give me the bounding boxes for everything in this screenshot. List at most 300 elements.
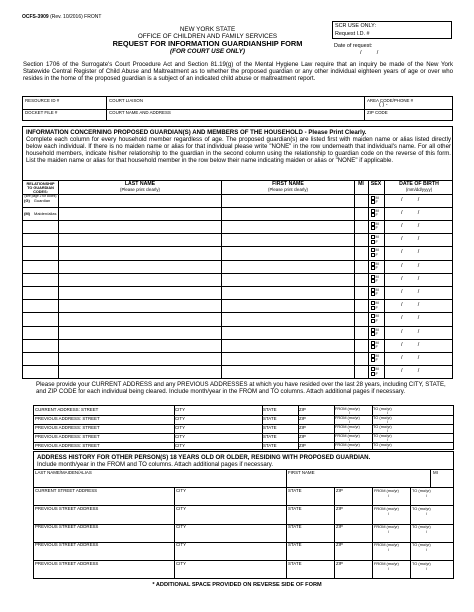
date-of-request-slashes[interactable]: / / — [360, 50, 379, 56]
relationship-code: (M) — [24, 210, 30, 216]
sex-f-label: F — [375, 332, 378, 336]
last-name-cell[interactable] — [59, 299, 221, 312]
other-from-slash: / — [388, 547, 390, 553]
from-slash: / — [349, 436, 351, 442]
sex-f-checkbox[interactable] — [371, 358, 379, 362]
other-to-label: TO (mo/yr) — [412, 560, 431, 566]
docket-file-field[interactable]: DOCKET FILE # — [25, 109, 58, 115]
from-slash: / — [349, 427, 351, 433]
zip-field[interactable]: ZIP — [299, 433, 306, 439]
checkbox-icon — [371, 314, 375, 318]
from-date-field[interactable] — [334, 415, 372, 424]
last-name-header — [59, 181, 221, 193]
mi-cell[interactable] — [354, 220, 368, 233]
mi-cell[interactable] — [354, 339, 368, 352]
other-to-slash: / — [426, 565, 428, 571]
to-slash: / — [387, 409, 389, 415]
other-to-slash: / — [426, 510, 428, 516]
mi-cell[interactable] — [354, 299, 368, 312]
state-field[interactable]: STATE — [263, 415, 277, 421]
form-code-number: OCFS-3909 — [22, 14, 49, 20]
other-from-date-field[interactable] — [373, 505, 409, 516]
sex-f-label: F — [375, 266, 378, 270]
checkbox-icon — [371, 319, 375, 323]
checkbox-icon — [371, 332, 375, 336]
last-name-cell[interactable] — [59, 233, 221, 246]
request-id-label: Request I.D. # — [335, 31, 370, 37]
relationship-code-cell[interactable] — [23, 237, 58, 243]
first-name-header — [222, 181, 354, 193]
mi-cell[interactable] — [354, 207, 368, 220]
first-name-cell[interactable] — [222, 194, 354, 207]
mi-cell[interactable] — [354, 312, 368, 325]
other-mi-field[interactable]: MI — [433, 469, 438, 475]
first-name-cell[interactable] — [222, 246, 354, 259]
other-city-field[interactable]: CITY — [176, 487, 187, 493]
other-state-field[interactable]: STATE — [288, 542, 302, 548]
relationship-code-cell[interactable] — [23, 316, 58, 322]
from-date-field[interactable] — [334, 406, 372, 415]
mi-cell[interactable] — [354, 286, 368, 299]
other-state-field[interactable]: STATE — [288, 524, 302, 530]
mi-cell[interactable] — [354, 194, 368, 207]
relationship-label: Maiden/alias — [34, 210, 57, 216]
other-from-label: FROM (mo/yr) — [374, 542, 399, 548]
dob-cell[interactable]: / / — [401, 275, 420, 282]
mi-cell[interactable] — [354, 260, 368, 273]
sex-cell — [371, 222, 379, 231]
street-address-field[interactable]: PREVIOUS ADDRESS: STREET — [35, 433, 100, 439]
zip-field[interactable]: ZIP — [299, 406, 306, 412]
other-zip-field[interactable]: ZIP — [336, 560, 343, 566]
city-field[interactable]: CITY — [175, 406, 186, 412]
to-label: TO (mo/yr) — [373, 415, 392, 420]
last-name-cell[interactable] — [59, 194, 221, 207]
checkbox-icon — [371, 235, 375, 239]
relationship-label: Guardian — [33, 197, 51, 203]
other-city-field[interactable]: CITY — [176, 560, 187, 566]
sex-cell — [371, 328, 379, 337]
street-address-field[interactable]: PREVIOUS ADDRESS: STREET — [35, 424, 100, 430]
other-to-slash: / — [426, 529, 428, 535]
first-name-header-label: FIRST NAME — [272, 181, 304, 187]
mi-cell[interactable] — [354, 233, 368, 246]
household-table — [23, 180, 453, 379]
dob-header — [385, 181, 453, 193]
sex-f-label: F — [375, 279, 378, 284]
other-from-slash: / — [388, 510, 390, 516]
relationship-code-cell[interactable] — [23, 210, 58, 216]
sex-f-label: F — [375, 318, 378, 323]
dob-cell[interactable]: / / — [401, 315, 420, 322]
checkbox-icon — [371, 213, 375, 217]
mi-cell[interactable] — [354, 246, 368, 259]
checkbox-icon — [371, 358, 375, 362]
other-street-address-field[interactable]: PREVIOUS STREET ADDRESS — [35, 542, 99, 548]
sex-m-label: M — [375, 208, 379, 213]
scr-use-only-label: SCR USE ONLY: — [335, 23, 376, 29]
sex-f-label: F — [375, 305, 378, 310]
household-section — [22, 126, 453, 379]
checkbox-icon — [371, 240, 375, 244]
from-slash: / — [349, 445, 351, 451]
city-field[interactable]: CITY — [175, 433, 186, 439]
checkbox-icon — [371, 248, 375, 252]
other-last-name-field[interactable]: LAST NAME/MAIDEN/ALIAS — [35, 469, 92, 475]
checkbox-icon — [371, 275, 375, 279]
other-to-slash: / — [426, 492, 428, 498]
mi-cell[interactable] — [354, 365, 368, 378]
to-slash: / — [387, 427, 389, 433]
checkbox-icon — [371, 279, 375, 283]
dob-cell[interactable]: / / — [401, 209, 420, 216]
from-label: FROM (mo/yr) — [335, 424, 360, 429]
first-name-cell[interactable] — [222, 220, 354, 233]
other-from-slash: / — [388, 529, 390, 535]
checkbox-icon — [371, 222, 375, 226]
other-persons-heading: ADDRESS HISTORY FOR OTHER PERSON(S) 18 YEARS OLD OR OLDER, RESIDING WITH PROPOSED GUARDIAN. — [37, 454, 371, 461]
mi-header: MI — [358, 181, 364, 187]
first-name-cell[interactable] — [222, 339, 354, 352]
sex-f-label: F — [375, 371, 378, 376]
last-name-cell[interactable] — [59, 326, 221, 339]
city-field[interactable]: CITY — [175, 442, 186, 448]
last-name-header-label: LAST NAME — [124, 181, 156, 187]
sex-cell — [371, 354, 379, 363]
relationship-code-cell[interactable] — [23, 356, 58, 362]
other-from-slash: / — [388, 492, 390, 498]
sex-cell — [371, 314, 379, 323]
to-slash: / — [387, 445, 389, 451]
court-liaison-field[interactable]: COURT LIAISON — [109, 97, 143, 103]
sex-f-checkbox[interactable] — [371, 292, 379, 296]
other-street-address-field[interactable]: PREVIOUS STREET ADDRESS — [35, 560, 99, 566]
sex-f-checkbox[interactable] — [371, 332, 379, 336]
from-date-field[interactable] — [334, 433, 372, 442]
last-name-cell[interactable] — [59, 286, 221, 299]
other-to-date-field[interactable] — [411, 487, 453, 498]
other-street-address-field[interactable]: PREVIOUS STREET ADDRESS — [35, 524, 99, 530]
relationship-code-cell[interactable] — [23, 369, 58, 375]
other-from-label: FROM (mo/yr) — [374, 560, 399, 566]
relationship-code-cell[interactable] — [23, 250, 58, 256]
sex-m-label: M — [375, 340, 379, 345]
checkbox-icon — [371, 341, 375, 345]
relationship-code-cell[interactable] — [23, 276, 58, 282]
other-to-slash: / — [426, 547, 428, 553]
checkbox-icon — [371, 226, 375, 230]
mi-cell[interactable] — [354, 326, 368, 339]
first-name-header-sub: (Please print clearly) — [267, 187, 309, 193]
sex-f-label: F — [375, 345, 378, 350]
checkbox-icon — [371, 253, 375, 257]
agency-line-2: OFFICE OF CHILDREN AND FAMILY SERVICES — [137, 33, 278, 40]
other-street-address-field[interactable]: PREVIOUS STREET ADDRESS — [35, 505, 99, 511]
sex-f-checkbox[interactable] — [371, 240, 379, 244]
checkbox-icon — [371, 367, 375, 371]
first-name-cell[interactable] — [222, 233, 354, 246]
sex-m-label: M — [375, 274, 379, 279]
checkbox-icon — [371, 262, 375, 266]
sex-m-label: M — [375, 367, 379, 372]
sex-cell — [371, 262, 379, 271]
city-field[interactable]: CITY — [175, 424, 186, 430]
sex-cell — [371, 235, 379, 244]
sex-f-checkbox[interactable] — [371, 266, 379, 270]
other-zip-field[interactable]: ZIP — [336, 524, 343, 530]
relationship-code-cell[interactable] — [23, 290, 58, 296]
checkbox-icon — [371, 372, 375, 376]
sex-cell — [371, 367, 379, 376]
other-from-label: FROM (mo/yr) — [374, 487, 399, 493]
address-instructions: Please provide your CURRENT ADDRESS and any PREVIOUS ADDRESSES at which you have resided over the last 28 years, including CITY, STATE, and ZIP CODE for each individual being cleared. Include month/year in the FROM and TO columns. Attach additional pages if necessary. — [36, 381, 446, 396]
zip-field[interactable]: ZIP — [299, 424, 306, 430]
relationship-code: (G) — [24, 197, 30, 203]
sex-f-checkbox[interactable] — [371, 213, 379, 217]
other-to-date-field[interactable] — [411, 524, 453, 535]
dob-header-sub: (mm/dd/yyyy) — [405, 187, 433, 193]
sex-f-label: F — [375, 226, 378, 231]
address-table — [33, 405, 454, 450]
other-zip-field[interactable]: ZIP — [336, 487, 343, 493]
mi-cell[interactable] — [354, 352, 368, 365]
other-first-name-field[interactable]: FIRST NAME — [288, 469, 315, 475]
sex-m-label: M — [375, 327, 379, 332]
other-to-label: TO (mo/yr) — [412, 542, 431, 548]
to-date-field[interactable] — [372, 424, 410, 433]
other-state-field[interactable]: STATE — [288, 505, 302, 511]
sex-f-checkbox[interactable] — [371, 319, 379, 323]
to-label: TO (mo/yr) — [373, 406, 392, 411]
first-name-cell[interactable] — [222, 260, 354, 273]
sex-f-label: F — [375, 200, 378, 204]
checkbox-icon — [371, 266, 375, 270]
last-name-header-sub: (Please print clearly) — [119, 187, 161, 193]
sex-m-label: M — [375, 288, 379, 292]
other-zip-field[interactable]: ZIP — [336, 505, 343, 511]
last-name-cell[interactable] — [59, 246, 221, 259]
first-name-cell[interactable] — [222, 352, 354, 365]
sex-f-label: F — [375, 213, 378, 218]
page-subtitle: (FOR COURT USE ONLY) — [170, 48, 245, 56]
first-name-cell[interactable] — [222, 312, 354, 325]
checkbox-icon — [371, 209, 375, 213]
other-persons-instructions: Include month/year in the FROM and TO columns. Attach additional pages if necessary. — [37, 461, 274, 468]
dob-cell[interactable]: / / — [401, 341, 420, 348]
other-to-label: TO (mo/yr) — [412, 505, 431, 511]
sex-cell — [371, 209, 379, 218]
checkbox-icon — [371, 288, 375, 292]
last-name-cell[interactable] — [59, 365, 221, 378]
other-from-date-field[interactable] — [373, 560, 409, 571]
area-code-phone-field[interactable]: AREA CODE/PHONE # — [367, 97, 414, 103]
other-from-date-field[interactable] — [373, 542, 409, 553]
sex-m-label: M — [375, 222, 379, 226]
first-name-cell[interactable] — [222, 365, 354, 378]
other-to-date-field[interactable] — [411, 560, 453, 571]
first-name-cell[interactable] — [222, 273, 354, 286]
to-slash: / — [387, 436, 389, 442]
from-slash: / — [349, 409, 351, 415]
to-date-field[interactable] — [372, 406, 410, 415]
dob-cell[interactable]: / / — [401, 236, 420, 243]
dob-cell[interactable]: / / — [401, 249, 420, 256]
other-city-field[interactable]: CITY — [176, 505, 187, 511]
relationship-header-label: RELATIONSHIP TO GUARDIAN CODES: — [26, 181, 55, 194]
sex-cell — [371, 248, 379, 257]
dob-cell[interactable]: / / — [401, 262, 420, 269]
sex-m-label: M — [375, 301, 379, 306]
sex-f-checkbox[interactable] — [371, 306, 379, 310]
dob-cell[interactable]: / / — [401, 196, 420, 203]
relationship-code-cell[interactable] — [23, 329, 58, 335]
checkbox-icon — [371, 345, 375, 349]
checkbox-icon — [371, 200, 375, 204]
to-label: TO (mo/yr) — [373, 433, 392, 438]
dob-cell[interactable]: / / — [401, 328, 420, 335]
court-name-address-field[interactable]: COURT NAME AND ADDRESS — [109, 109, 171, 115]
last-name-cell[interactable] — [59, 339, 221, 352]
other-state-field[interactable]: STATE — [288, 487, 302, 493]
sex-m-label: M — [375, 248, 379, 253]
state-field[interactable]: STATE — [263, 433, 277, 439]
sex-f-checkbox[interactable] — [371, 253, 379, 257]
other-to-date-field[interactable] — [411, 505, 453, 516]
to-label: TO (mo/yr) — [373, 424, 392, 429]
dob-cell[interactable]: / / — [401, 368, 420, 375]
other-state-field[interactable]: STATE — [288, 560, 302, 566]
other-from-label: FROM (mo/yr) — [374, 505, 399, 511]
sex-m-label: M — [375, 235, 379, 240]
other-zip-field[interactable]: ZIP — [336, 542, 343, 548]
checkbox-icon — [371, 292, 375, 296]
household-heading: INFORMATION CONCERNING PROPOSED GUARDIAN(S) AND MEMBERS OF THE HOUSEHOLD - Please Print Clearly. — [26, 129, 367, 136]
sex-m-label: M — [375, 195, 379, 200]
sex-cell — [371, 301, 379, 310]
sex-f-label: F — [375, 252, 378, 257]
dob-header-label: DATE OF BIRTH — [399, 181, 439, 187]
state-field[interactable]: STATE — [263, 424, 277, 430]
sex-f-checkbox[interactable] — [371, 226, 379, 230]
to-date-field[interactable] — [372, 433, 410, 442]
from-label: FROM (mo/yr) — [335, 433, 360, 438]
sex-f-checkbox[interactable] — [371, 345, 379, 349]
relationship-code-cell[interactable] — [23, 197, 58, 203]
other-to-date-field[interactable] — [411, 542, 453, 553]
scr-use-only-box — [332, 21, 452, 39]
zip-field[interactable]: ZIP — [299, 415, 306, 421]
relationship-code-cell[interactable] — [23, 342, 58, 348]
last-name-cell[interactable] — [59, 260, 221, 273]
sex-f-label: F — [375, 292, 378, 297]
other-from-date-field[interactable] — [373, 487, 409, 498]
other-city-field[interactable]: CITY — [176, 524, 187, 530]
checkbox-icon — [371, 306, 375, 310]
relationship-code-cell[interactable] — [23, 303, 58, 309]
to-slash: / — [387, 418, 389, 424]
mi-cell[interactable] — [354, 273, 368, 286]
agency-header — [95, 26, 320, 55]
sex-header: SEX — [370, 181, 382, 187]
to-label: TO (mo/yr) — [373, 442, 392, 447]
form-revision: (Rev. 10/2016) FRONT — [50, 14, 102, 20]
street-address-field[interactable]: PREVIOUS ADDRESS: STREET — [35, 442, 100, 448]
relationship-header-note: (see page 2 for codes) — [24, 194, 57, 199]
from-label: FROM (mo/yr) — [335, 415, 360, 420]
sex-f-checkbox[interactable] — [371, 372, 379, 376]
other-persons-section — [33, 451, 454, 579]
zip-code-field[interactable]: ZIP CODE — [367, 109, 388, 115]
relationship-code-cell[interactable] — [23, 224, 58, 230]
household-instructions: Complete each column for every household member regardless of age. The proposed guardian(s) are listed first with maiden name or alias listed directly below each individual. If there is no maiden name or alias for that individual please write "NONE" in the row underneath that individual's name. For all other household members, indicate his/her relationship to the guardian in the second column using the relationship to guardian code on the reverse of this form. List the maiden name or alias for that household member in the row below their name indicating maiden or alias or "NONE" if applicable. — [26, 136, 451, 165]
dob-cell[interactable]: / / — [401, 223, 420, 229]
sex-m-label: M — [375, 261, 379, 266]
last-name-cell[interactable] — [59, 352, 221, 365]
sex-f-checkbox[interactable] — [371, 200, 379, 204]
to-date-field[interactable] — [372, 415, 410, 424]
relationship-code-cell[interactable] — [23, 263, 58, 269]
other-persons-table — [34, 469, 454, 579]
phone-parentheses: ( ) - — [379, 102, 388, 108]
date-of-request-label: Date of request: — [334, 43, 373, 49]
other-to-label: TO (mo/yr) — [412, 487, 431, 493]
to-date-field[interactable] — [372, 442, 410, 451]
state-field[interactable]: STATE — [263, 406, 277, 412]
last-name-cell[interactable] — [59, 220, 221, 233]
first-name-cell[interactable] — [222, 326, 354, 339]
dob-cell[interactable]: / / — [401, 302, 420, 309]
other-to-label: TO (mo/yr) — [412, 524, 431, 530]
form-code — [22, 15, 101, 20]
first-name-cell[interactable] — [222, 299, 354, 312]
other-from-slash: / — [388, 565, 390, 571]
from-date-field[interactable] — [334, 424, 372, 433]
first-name-cell[interactable] — [222, 207, 354, 220]
sex-cell — [371, 275, 379, 284]
sex-f-label: F — [375, 358, 378, 363]
court-info-table — [22, 96, 453, 121]
other-street-address-field[interactable]: CURRENT STREET ADDRESS — [35, 487, 98, 493]
last-name-cell[interactable] — [59, 312, 221, 325]
first-name-cell[interactable] — [222, 286, 354, 299]
sex-f-checkbox[interactable] — [371, 279, 379, 283]
street-address-field[interactable]: CURRENT ADDRESS: STREET — [35, 406, 99, 412]
city-field[interactable]: CITY — [175, 415, 186, 421]
other-city-field[interactable]: CITY — [176, 542, 187, 548]
sex-m-label: M — [375, 354, 379, 358]
last-name-cell[interactable] — [59, 207, 221, 220]
from-date-field[interactable] — [334, 442, 372, 451]
checkbox-icon — [371, 354, 375, 358]
sex-cell — [371, 341, 379, 350]
footer-note: * ADDITIONAL SPACE PROVIDED ON REVERSE SIDE OF FORM — [152, 582, 322, 588]
other-from-date-field[interactable] — [373, 524, 409, 535]
street-address-field[interactable]: PREVIOUS ADDRESS: STREET — [35, 415, 100, 421]
dob-cell[interactable]: / / — [401, 355, 420, 361]
dob-cell[interactable]: / / — [401, 289, 420, 295]
other-from-label: FROM (mo/yr) — [374, 524, 399, 530]
resource-id-field[interactable]: RESOURCE ID # — [25, 97, 60, 103]
zip-field[interactable]: ZIP — [299, 442, 306, 448]
sex-cell — [371, 196, 379, 205]
intro-paragraph: Section 1706 of the Surrogate's Court Procedure Act and Section 81.19(g) of the Mental Hygiene Law require that an inquiry be made of the New York Statewide Central Register of Child Abuse and Maltreatment as to whether the proposed guardian or any other individual eighteen years of age or over who resides in the home of the proposed guardian is a subject of an indicated child abuse or maltreatment report. — [23, 61, 453, 83]
last-name-cell[interactable] — [59, 273, 221, 286]
checkbox-icon — [371, 328, 375, 332]
sex-m-label: M — [375, 314, 379, 319]
checkbox-icon — [371, 196, 375, 200]
state-field[interactable]: STATE — [263, 442, 277, 448]
sex-cell — [371, 288, 379, 297]
